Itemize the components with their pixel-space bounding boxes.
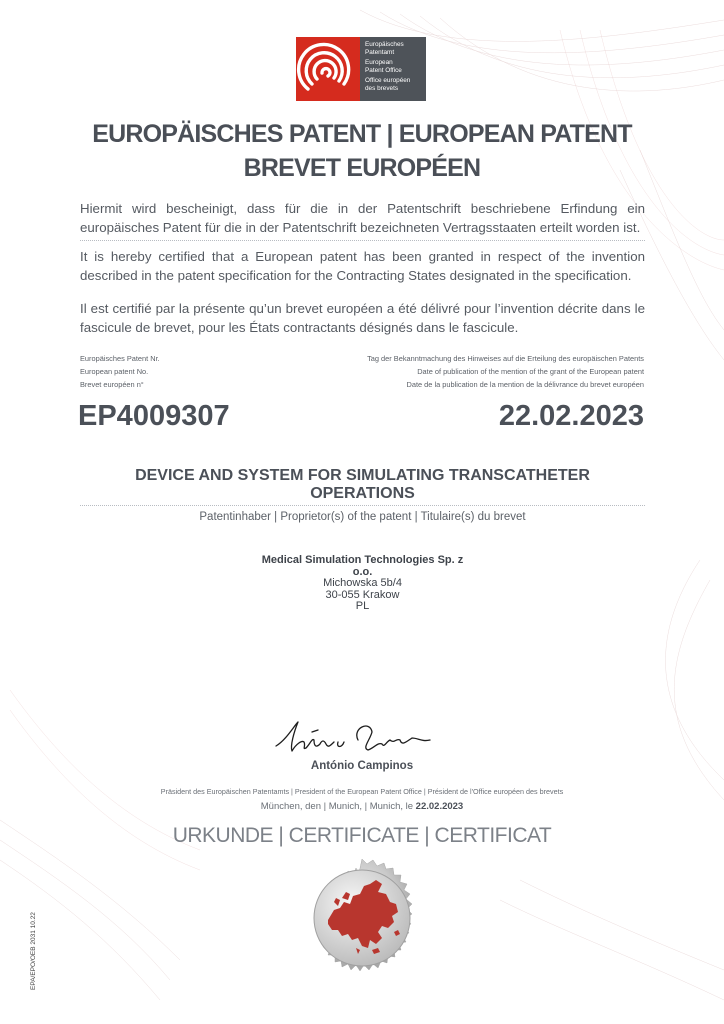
patent-number-label-en: European patent No. [80, 367, 149, 376]
proprietor-name-line-2: o.o. [352, 565, 373, 578]
europe-seal [298, 858, 426, 986]
patent-number-labels [80, 352, 160, 391]
epo-logo [296, 37, 426, 101]
document-title-line-1: EUROPÄISCHES PATENT | EUROPEAN PATENT [92, 120, 632, 148]
invention-title-line-2: OPERATIONS [310, 485, 415, 502]
proprietor-name-line-1: Medical Simulation Technologies Sp. z [261, 554, 464, 566]
epo-logo-text [360, 37, 426, 101]
proprietor-street: Michowska 5b/4 [323, 577, 402, 589]
logo-line: European [365, 59, 393, 66]
publication-date-label-de: Tag der Bekanntmachung des Hinweises auf die Erteilung des europäischen Patents [367, 354, 644, 363]
publication-date: 22.02.2023 [498, 400, 644, 432]
proprietor-label: Patentinhaber | Proprietor(s) of the patent | Titulaire(s) du brevet [199, 511, 526, 523]
signature-date: 22.02.2023 [415, 801, 464, 812]
certificate-heading: URKUNDE | CERTIFICATE | CERTIFICAT [172, 824, 552, 847]
publication-date-label-en: Date of publication of the mention of the grant of the European patent [417, 367, 644, 376]
president-title: Präsident des Europäischen Patentamts | President of the European Patent Office | Président de l'Office européen des brevets [160, 787, 564, 796]
certification-text-en: It is hereby certified that a European patent has been granted in respect of the invention described in the patent specification for the Contracting States designated in the specification. [80, 249, 645, 283]
proprietor-block [200, 555, 525, 613]
epo-logo-mark [296, 37, 360, 101]
patent-number: EP4009307 [78, 400, 230, 432]
president-signature [272, 718, 442, 760]
proprietor-city: 30-055 Krakow [325, 588, 400, 601]
logo-line: Patentamt [365, 49, 395, 56]
document-title-line-2: BREVET EUROPÉEN [243, 154, 481, 182]
invention-title-line-1: DEVICE AND SYSTEM FOR SIMULATING TRANSCATHETER [135, 467, 590, 484]
publication-date-labels [367, 352, 644, 391]
patent-number-label-de: Europäisches Patent Nr. [80, 354, 160, 363]
publication-date-label-fr: Date de la publication de la mention de la délivrance du brevet européen [406, 380, 644, 389]
logo-line: Office européen [365, 77, 411, 84]
logo-line: des brevets [365, 85, 399, 92]
patent-number-label-fr: Brevet européen n° [80, 380, 144, 389]
president-name: António Campinos [310, 760, 414, 772]
divider [80, 505, 645, 506]
place-date [0, 801, 724, 812]
proprietor-country: PL [355, 600, 370, 612]
place-label: München, den | Munich, | Munich, le [260, 801, 414, 812]
divider [80, 240, 645, 241]
certification-text-de: Hiermit wird bescheinigt, dass für die in der Patentschrift beschriebene Erfindung ein europäisches Patent für die in der Patentschrift bezeichneten Vertragsstaaten erteilt worden ist. [80, 201, 645, 235]
certification-text-fr: Il est certifié par la présente qu’un brevet européen a été délivré pour l’invention décrite dans le fascicule de brevet, pour les États contractants désignés dans le fascicule. [80, 301, 645, 335]
logo-line: Patent Office [365, 67, 402, 74]
logo-line: Europäisches [365, 41, 404, 48]
form-code: EPA/EPO/OEB 2031 10.22 [30, 912, 37, 990]
